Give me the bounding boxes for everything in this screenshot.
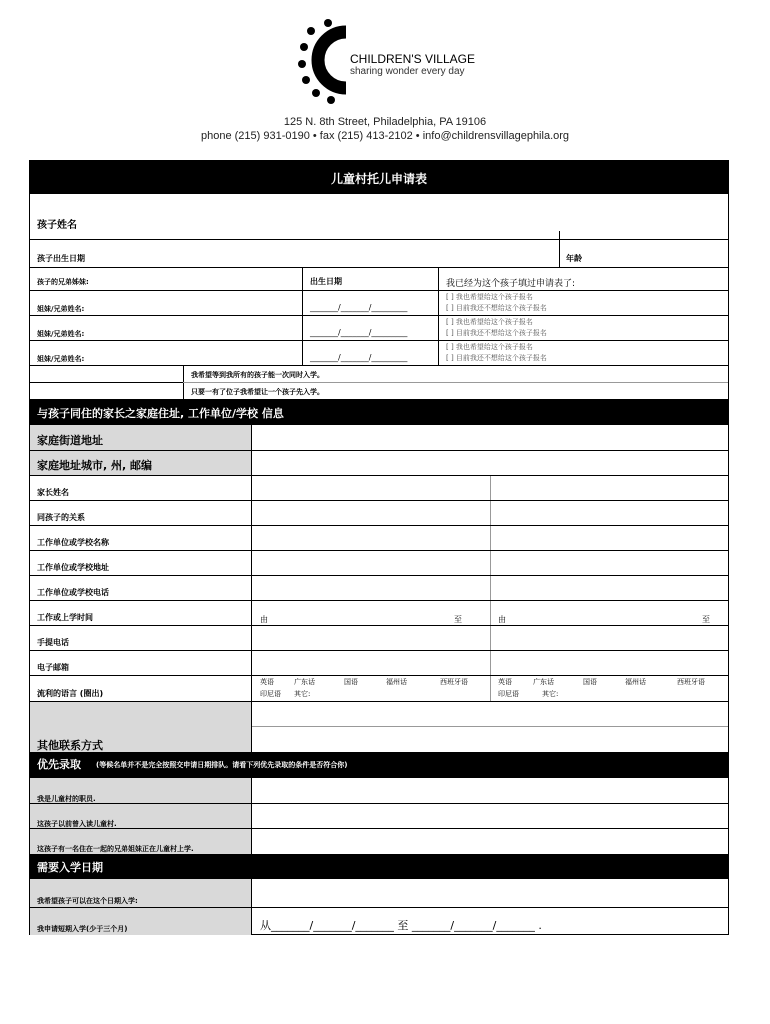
relationship-label: 同孩子的关系 [37,513,85,522]
parent-section-bar [30,399,728,425]
enroll-also-checkbox[interactable]: [ ] 我也希望给这个孩子报名 [446,318,533,326]
employer-name-label: 工作单位或学校名称 [37,538,109,547]
org-name: CHILDREN'S VILLAGE [350,52,475,66]
childrens-village-logo [298,18,488,106]
city-state-zip-input[interactable] [252,450,728,475]
child-name-label: 孩子姓名 [37,220,77,231]
languages-label: 流利的语言 (圈出) [37,689,104,698]
lang-fuzhounese[interactable]: 福州话 [625,678,646,686]
lang-mandarin[interactable]: 国语 [583,678,597,686]
street-address-input[interactable] [252,425,728,450]
lang-cantonese[interactable]: 广东话 [533,678,554,686]
org-address: 125 N. 8th Street, Philadelphia, PA 19106 [283,116,487,128]
mobile-phone-label: 手提电话 [37,638,69,647]
lang-other[interactable]: 其它: [294,690,311,698]
child-dob-label: 孩子出生日期 [37,254,85,263]
city-state-zip-label: 家庭地址城市, 州, 邮编 [37,459,153,472]
sibling-row [30,315,728,340]
parent-name-label: 家长姓名 [37,488,69,497]
street-address-label: 家庭街道地址 [37,434,103,447]
lang-indonesian[interactable]: 印尼语 [260,690,281,698]
lang-other[interactable]: 其它: [542,690,559,698]
desired-date-input[interactable] [252,879,728,907]
lang-indonesian[interactable]: 印尼语 [498,690,519,698]
short-term-label: 我申请短期入学(少于三个月) [37,925,128,933]
lang-cantonese[interactable]: 广东话 [294,678,315,686]
priority-sibling-label: 这孩子有一名住在一起的兄弟姐妹正在儿童村上学. [37,845,194,853]
lang-english[interactable]: 英语 [498,678,512,686]
sibling-dob-blank[interactable]: _______/_______/_________ [310,353,408,362]
priority-section-bar [30,752,728,778]
parent-section-title: 与孩子同住的家长之家庭住址, 工作单位/学校 信息 [37,407,284,420]
first-available-option[interactable]: 只要一有了位子我希望让一个孩子先入学。 [191,388,324,396]
time-from-label: 由 [498,615,506,624]
not-enroll-checkbox[interactable]: [ ] 目前我还不想给这个孩子报名 [446,329,547,337]
application-form [29,160,729,935]
age-label: 年龄 [566,254,582,263]
form-title: 儿童村托儿申请表 [330,172,427,186]
date-section-bar [30,854,728,879]
sibling-dob-blank[interactable]: _______/_______/_________ [310,328,408,337]
employer-address-label: 工作单位或学校地址 [37,563,109,572]
short-term-date-range[interactable]: 从_______/_______/_______ 至 _______/_______/_______ . [260,919,542,932]
email-label: 电子邮箱 [37,663,69,672]
lang-spanish[interactable]: 西班牙语 [677,678,705,686]
child-dob-field[interactable] [30,239,559,267]
org-contact: phone (215) 931-0190 • fax (215) 413-2102 • info@childrensvillagephila.org [200,130,570,142]
sibling-row [30,340,728,365]
date-section-title: 需要入学日期 [37,861,103,874]
dob-header: 出生日期 [310,277,342,286]
priority-section-title: 优先录取 [37,758,81,771]
sibling-name-label: 姐妹/兄弟姓名: [37,305,85,313]
sibling-dob-blank[interactable]: _______/_______/_________ [310,303,408,312]
sibling-name-label: 姐妹/兄弟姓名: [37,330,85,338]
not-enroll-checkbox[interactable]: [ ] 目前我还不想给这个孩子报名 [446,304,547,312]
lang-mandarin[interactable]: 国语 [344,678,358,686]
age-field[interactable] [559,239,728,267]
work-hours-label: 工作或上学时间 [37,613,93,622]
enroll-also-checkbox[interactable]: [ ] 我也希望给这个孩子报名 [446,343,533,351]
sibling-name-label: 姐妹/兄弟姓名: [37,355,85,363]
sibling-row [30,290,728,315]
priority-staff-label: 我是儿童村的职员. [37,795,96,803]
lang-fuzhounese[interactable]: 福州话 [386,678,407,686]
lang-english[interactable]: 英语 [260,678,274,686]
wait-all-option[interactable]: 我希望等到我所有的孩子能一次同时入学。 [191,371,324,379]
enroll-also-checkbox[interactable]: [ ] 我也希望给这个孩子报名 [446,293,533,301]
desired-date-label: 我希望孩子可以在这个日期入学: [37,897,138,905]
form-title-bar [30,161,728,194]
not-enroll-checkbox[interactable]: [ ] 目前我还不想给这个孩子报名 [446,354,547,362]
other-contact-label: 其他联系方式 [37,739,103,752]
time-from-label: 由 [260,615,268,624]
priority-note: (等候名单并不是完全按照交申请日期排队。请看下列优先录取的条件是否符合你) [96,761,348,769]
applied-header: 我已经为这个孩子填过申请表了: [446,279,576,289]
employer-phone-label: 工作单位或学校电话 [37,588,109,597]
time-to-label: 至 [702,615,710,624]
priority-former-label: 这孩子以前曾入读儿童村. [37,820,117,828]
lang-spanish[interactable]: 西班牙语 [440,678,468,686]
child-name-field[interactable] [30,194,728,239]
siblings-label: 孩子的兄弟姊妹: [37,278,89,286]
org-tagline: sharing wonder every day [350,66,465,77]
time-to-label: 至 [454,615,462,624]
